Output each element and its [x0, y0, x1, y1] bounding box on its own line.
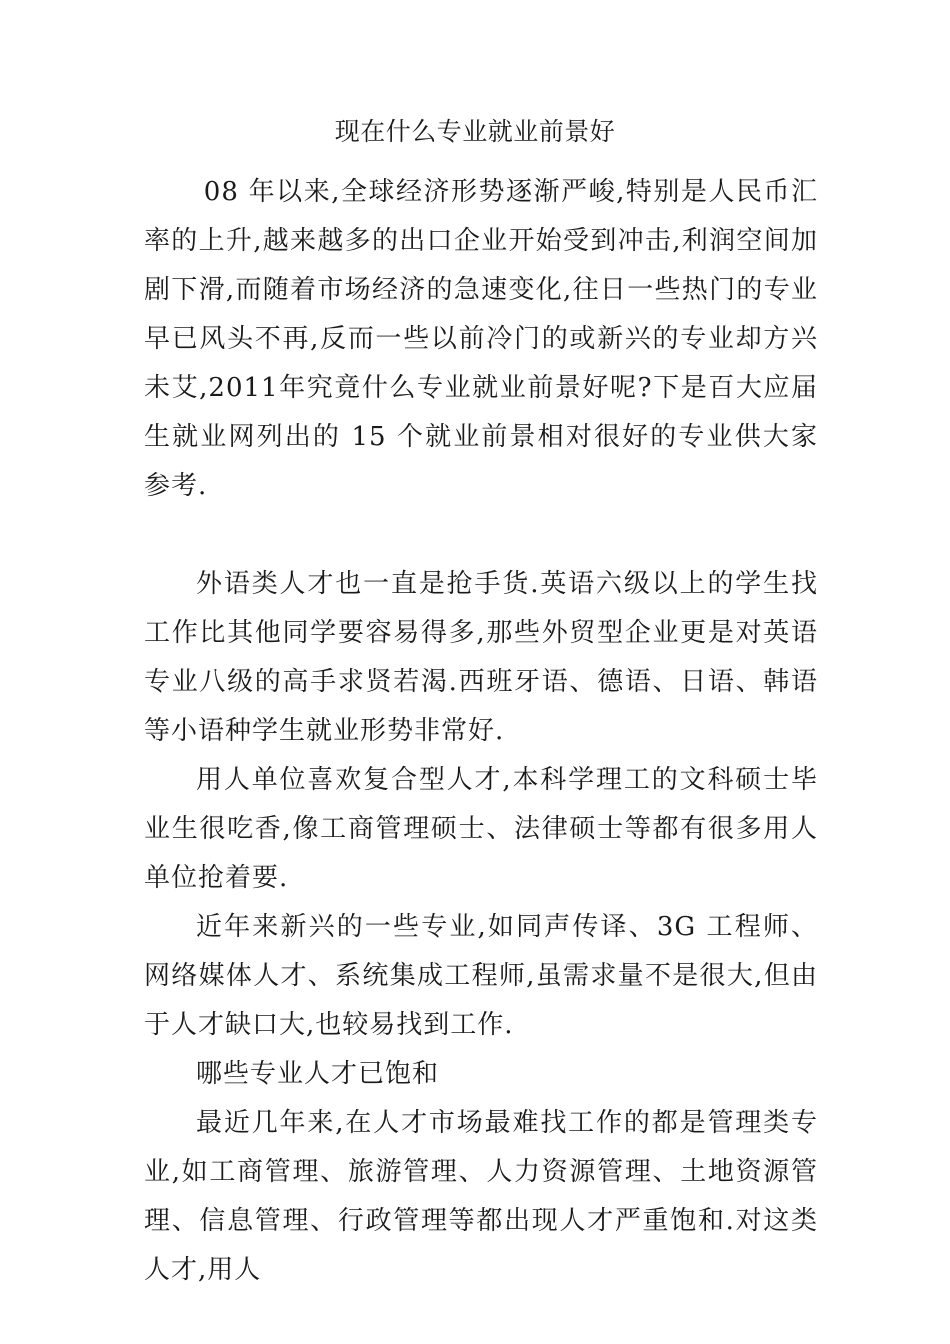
paragraph-composite-talent: 用人单位喜欢复合型人才,本科学理工的文科硕士毕业生很吃香,像工商管理硕士、法律硕士等都有很多用人单位抢着要. — [144, 765, 818, 893]
document-body — [144, 168, 818, 1295]
paragraph-management-majors: 最近几年来,在人才市场最难找工作的都是管理类专业,如工商管理、旅游管理、人力资源管理、土地资源管理、信息管理、行政管理等都出现人才严重饱和.对这类人才,用人 — [144, 1108, 818, 1285]
section-heading-saturated: 哪些专业人才已饱和 — [196, 1059, 440, 1089]
document-title: 现在什么专业就业前景好 — [334, 117, 616, 146]
paragraph-spacer — [144, 511, 818, 560]
paragraph-foreign-language: 外语类人才也一直是抢手货.英语六级以上的学生找工作比其他同学要容易得多,那些外贸型企业更是对英语专业八级的高手求贤若渴.西班牙语、德语、日语、韩语等小语种学生就业形势非常好. — [144, 569, 818, 746]
paragraph-intro: 08 年以来,全球经济形势逐渐严峻,特别是人民币汇率的上升,越来越多的出口企业开始受到冲击,利润空间加剧下滑,而随着市场经济的急速变化,往日一些热门的专业早已风头不再,反而一些以前冷门的或新兴的专业却方兴未艾,2011年究竟什么专业就业前景好呢?下是百大应届生就业网列出的 15 个就业前景相对很好的专业供大家参考. — [144, 177, 818, 501]
paragraph-emerging-majors: 近年来新兴的一些专业,如同声传译、3G 工程师、网络媒体人才、系统集成工程师,虽需求量不是很大,但由于人才缺口大,也较易找到工作. — [144, 912, 818, 1040]
